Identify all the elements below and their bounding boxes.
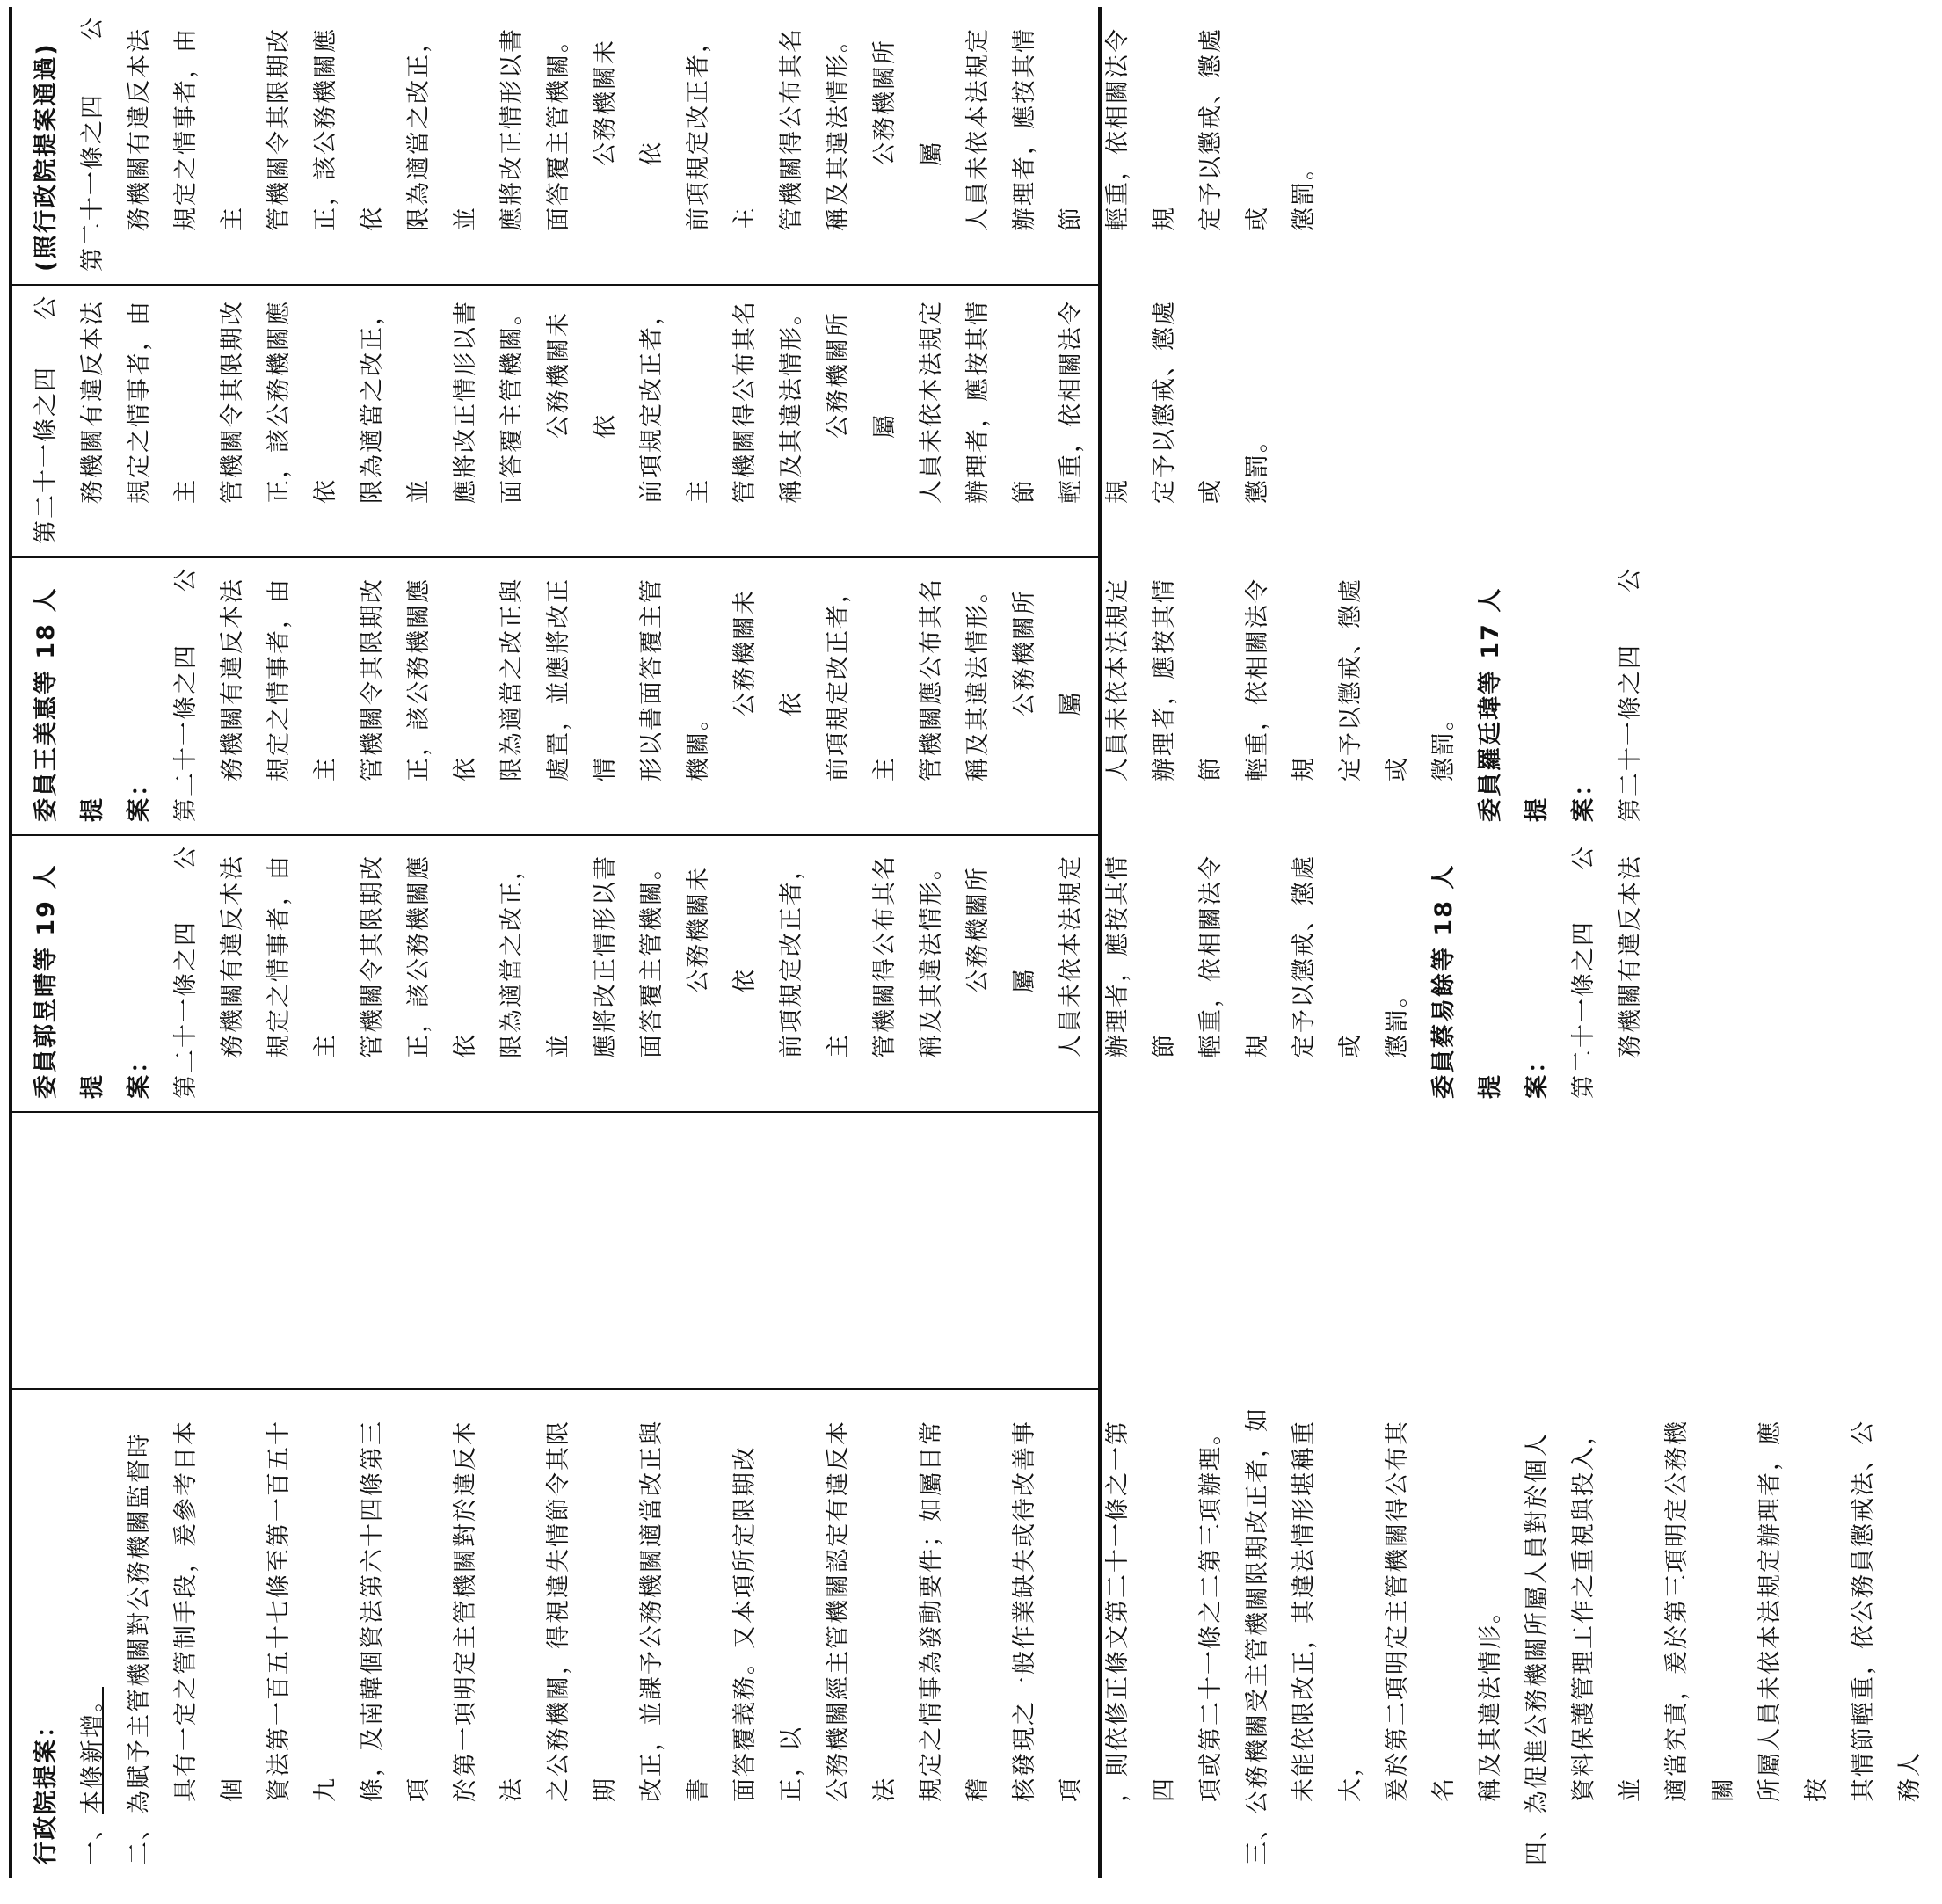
text-line: 管機關令其限期改: [219, 300, 246, 504]
text-line: 務機關有違反本法: [126, 27, 153, 231]
comparison-table: [9, 7, 1924, 1878]
text-line: 未能依限改正，其違法情形堪稱重大，: [1291, 1420, 1364, 1802]
text-line: 公務機關受主管機關限期改正者，如: [1244, 1406, 1271, 1814]
text-line: 輕重，依相關法令規: [1058, 300, 1131, 504]
text-line: 辦理者，應按其情節: [1011, 27, 1085, 231]
text-line: 前項規定改正者，主: [825, 578, 898, 781]
wang-heading: 委員王美惠等 18 人提: [33, 586, 106, 822]
text-line: 辦理者，應按其情節: [1104, 854, 1178, 1058]
text-line: 前項規定改正者，主: [638, 300, 712, 504]
text-line: 第二十一條之四: [1570, 920, 1597, 1099]
text-line: 辦理者，應按其情節: [964, 300, 1038, 504]
text-line: 一、: [79, 1814, 106, 1865]
text-line: 第二十一條之四: [172, 643, 200, 822]
explanation-item-2: [116, 1399, 1234, 1865]
text-line: 正，該公務機關應依: [312, 27, 386, 231]
explanation-item-3: [1234, 1399, 1514, 1865]
article-number: [163, 567, 209, 822]
passed-heading: (照行政院提案通過): [33, 42, 60, 272]
text-line: 規定之情事者，由主: [265, 578, 339, 781]
text-line: 爰於第二項明定主管機關得公布其名: [1384, 1420, 1458, 1802]
text-line: 公務機關所屬: [964, 866, 1038, 993]
text-line: 稱及其違法情形。: [1477, 1598, 1504, 1802]
text-line: 應將改正情形以書: [498, 27, 526, 231]
text-line: 務機關有違反本法: [219, 854, 246, 1058]
text-line: 公務機關未依: [545, 311, 619, 439]
text-line: 懲罰。: [1384, 982, 1411, 1058]
text-line: 公: [172, 845, 200, 870]
text-line: 懲罰。: [1244, 427, 1271, 504]
text-line: 人員未依本法規定: [918, 300, 945, 504]
text-line: 之公務機關，得視違失情節令其限期: [545, 1420, 619, 1802]
text-line: 限為適當之改正，並: [359, 300, 433, 504]
text-line: 公: [172, 567, 200, 592]
text-line: 管機關得公布其名: [778, 27, 805, 231]
text-line: 管機關令其限期改: [359, 578, 386, 781]
gov-text-column: [12, 286, 1271, 558]
kuo-heading: 委員郭昱晴等 19 人提: [33, 863, 106, 1099]
text-line: 正，該公務機關應依: [405, 578, 479, 781]
text-line: 條，及南韓個資法第六十四條第三項: [359, 1420, 433, 1802]
text-line: 核發現之一般作業缺失或待改善事項: [1011, 1420, 1085, 1802]
text-line: 其情節輕重，依公務員懲戒法、公務人: [1850, 1420, 1924, 1802]
text-line: 務機關有違反本法: [1617, 854, 1644, 1058]
text-line: 應將改正情形以書: [592, 854, 619, 1058]
wang-proposal-column: [12, 558, 1644, 836]
explanation-column: [12, 1390, 1924, 1878]
text-line: 公務機關未依: [592, 39, 666, 166]
text-line: 公: [1617, 567, 1644, 592]
text-line: 案：: [1570, 771, 1597, 822]
text-line: 規定之情事者，由主: [172, 27, 246, 231]
text-line: 第二十一條之四: [79, 93, 106, 272]
text-line: 為賦予主管機關對公務機關監督時: [126, 1432, 153, 1814]
text-line: 公務機關所屬: [871, 39, 945, 166]
text-line: 管機關得公布其名: [871, 854, 898, 1058]
text-line: 人員未依本法規定: [1104, 578, 1131, 781]
text-line: 正，該公務機關應依: [405, 854, 479, 1058]
text-line: 案：: [126, 1048, 153, 1099]
text-line: 所屬人員未依本法規定辦理者，應按: [1757, 1420, 1830, 1802]
text-line: 第二十一條之四: [172, 920, 200, 1099]
text-line: 第二十一條之四: [1617, 643, 1644, 822]
text-line: 人員未依本法規定: [1058, 854, 1085, 1058]
text-line: 規定之情事為發動要件；如屬日常稽: [918, 1420, 992, 1802]
text-line: 資料保護管理工作之重視與投入，並: [1570, 1420, 1644, 1802]
text-line: 人員未依本法規定: [964, 27, 992, 231]
tsai-heading: 委員蔡易餘等 18 人提: [1430, 863, 1504, 1099]
passed-text-column: [12, 7, 1318, 286]
text-line: 規定之情事者，由主: [126, 300, 200, 504]
empty-column: [12, 1113, 1098, 1390]
text-line: 三、: [1244, 1814, 1271, 1865]
text-line: 本條新增。: [79, 1687, 106, 1814]
text-line: 公務機關所屬: [825, 311, 898, 439]
text-line: 公務機關未依: [731, 589, 805, 716]
text-line: 管機關得公布其名: [731, 300, 759, 504]
text-line: 機關。: [685, 705, 712, 781]
text-line: 具有一定之管制手段，爰參考日本個: [172, 1420, 246, 1802]
text-line: 懲罰。: [1291, 155, 1318, 231]
text-line: 面答覆主管機關。: [545, 27, 572, 231]
text-line: 辦理者，應按其情節: [1151, 578, 1225, 781]
text-line: 輕重，依相關法令規: [1244, 578, 1318, 781]
text-line: 稱及其違法情形。: [918, 854, 945, 1058]
text-line: 懲罰。: [1430, 705, 1458, 781]
text-line: 面答覆主管機關。: [638, 854, 666, 1058]
text-line: 應將改正情形以書: [452, 300, 479, 504]
article-number: [163, 845, 209, 1099]
text-line: 公: [33, 294, 60, 320]
text-line: 為促進公務機關所屬人員對於個人: [1524, 1432, 1551, 1814]
text-line: 輕重，依相關法令規: [1197, 854, 1271, 1058]
text-line: 面答覆義務。又本項所定限期改正，以: [731, 1445, 805, 1802]
text-line: 稱及其違法情形。: [964, 578, 992, 781]
text-line: 稱及其違法情形。: [825, 27, 852, 231]
text-line: 形以書面答覆主管: [638, 578, 666, 781]
text-line: 定予以懲戒、懲處或: [1151, 300, 1225, 504]
text-line: 輕重，依相關法令規: [1104, 27, 1178, 231]
text-line: 正，該公務機關應依: [265, 300, 339, 504]
text-line: 務機關有違反本法: [219, 578, 246, 781]
text-line: 前項規定改正者，主: [685, 27, 759, 231]
text-line: 處置，並應將改正情: [545, 578, 619, 781]
text-line: 限為適當之改正，並: [405, 27, 479, 231]
text-line: ，則依修正條文第二十一條之一第四: [1104, 1420, 1178, 1802]
text-line: 第二十一條之四: [33, 366, 60, 544]
text-line: 案：: [1524, 1048, 1551, 1099]
text-line: 規定之情事者，由主: [265, 854, 339, 1058]
text-line: 公: [1570, 845, 1597, 870]
explanation-item-1: [69, 1399, 116, 1865]
text-line: 定予以懲戒、懲處或: [1337, 578, 1411, 781]
lo-heading: 委員羅廷瑋等 17 人提: [1477, 586, 1551, 822]
text-line: 定予以懲戒、懲處或: [1291, 854, 1364, 1058]
text-line: 公: [79, 16, 106, 41]
text-line: 務機關有違反本法: [79, 300, 106, 504]
text-line: 改正，並課予公務機關適當改正與書: [638, 1420, 712, 1802]
text-line: 面答覆主管機關。: [498, 300, 526, 504]
text-line: 於第一項明定主管機關對於違反本法: [452, 1420, 526, 1802]
text-line: 公務機關經主管機關認定有違反本法: [825, 1420, 898, 1802]
text-line: 公務機關所屬: [1011, 589, 1085, 716]
text-line: 前項規定改正者，主: [778, 854, 852, 1058]
text-line: 四、: [1524, 1814, 1551, 1865]
text-line: 管機關令其限期改: [359, 854, 386, 1058]
text-line: 管機關應公布其名: [918, 578, 945, 781]
text-line: 管機關令其限期改: [265, 27, 293, 231]
explanation-item-4: [1514, 1399, 1933, 1865]
text-line: 案：: [126, 771, 153, 822]
gov-heading: 行政院提案：: [33, 1712, 60, 1865]
text-line: 適當究責，爰於第三項明定公務機關: [1663, 1420, 1737, 1802]
article-number: [69, 16, 116, 272]
kuo-proposal-column: [12, 836, 1644, 1113]
text-line: 稱及其違法情形。: [778, 300, 805, 504]
article-number: [23, 294, 69, 544]
text-line: 公務機關未依: [685, 866, 759, 993]
text-line: 資法第一百五十七條至第一百五十九: [265, 1420, 339, 1802]
text-line: 二、: [126, 1814, 153, 1865]
text-line: 限為適當之改正，並: [498, 854, 572, 1058]
text-line: 限為適當之改正與: [498, 578, 526, 781]
text-line: 定予以懲戒、懲處或: [1197, 27, 1271, 231]
text-line: 項或第二十一條之二第三項辦理。: [1197, 1420, 1225, 1802]
